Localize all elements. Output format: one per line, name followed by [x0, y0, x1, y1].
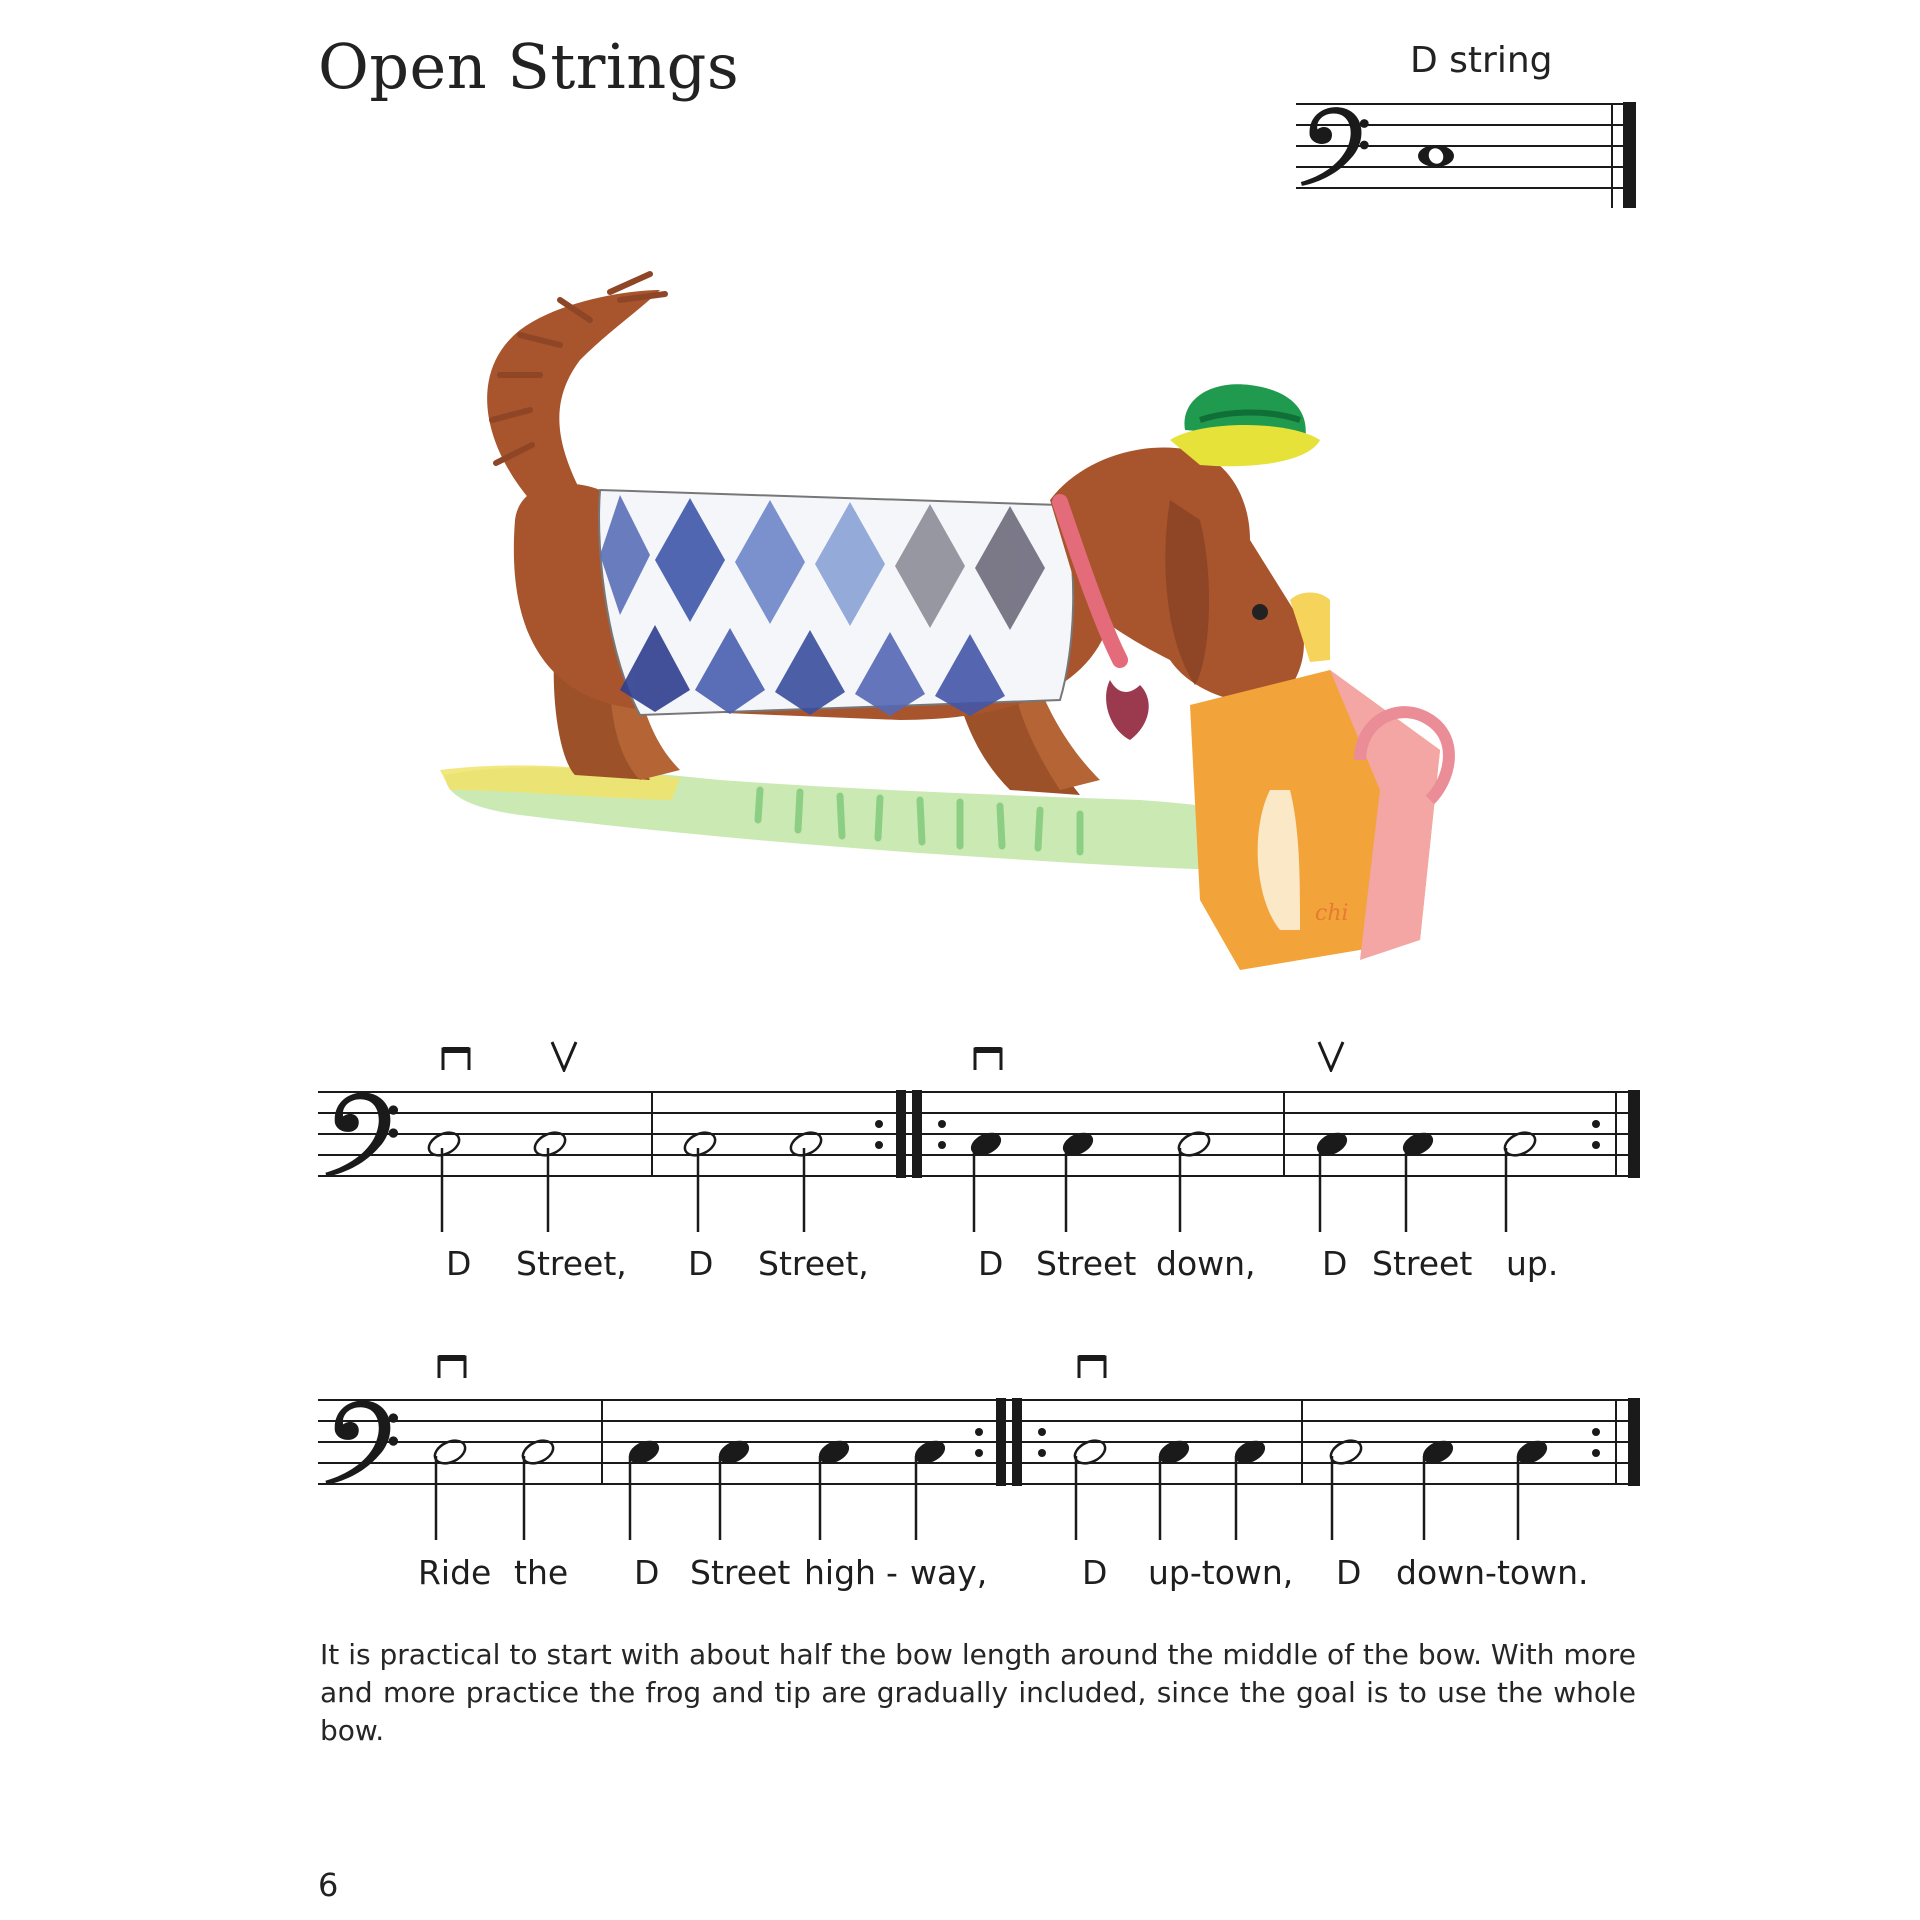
- page-number: 6: [318, 1866, 339, 1904]
- lyric-syllable: Street,: [758, 1244, 869, 1283]
- instruction-paragraph: It is practical to start with about half the bow length around the middle of the bow. With more and more practice the frog and tip are gradually included, since the goal is to use the whole bow.: [320, 1638, 1636, 1747]
- lyric-syllable: Street,: [516, 1244, 627, 1283]
- lyric-syllable: D: [1336, 1553, 1362, 1592]
- lyric-syllable: high: [804, 1553, 876, 1592]
- d-whole-note: [1418, 145, 1454, 167]
- notes: [425, 1128, 1538, 1232]
- lyric-syllable: down-town.: [1396, 1553, 1589, 1592]
- down-bow-icon: [443, 1047, 469, 1070]
- notes: [431, 1436, 1550, 1540]
- lyric-syllable: up.: [1506, 1244, 1559, 1283]
- lyric-syllable: Street: [1372, 1244, 1473, 1283]
- music-line-1: [318, 1042, 1640, 1232]
- lyric-syllable: D: [1082, 1553, 1108, 1592]
- lyric-syllable: Street: [1036, 1244, 1137, 1283]
- d-string-label: D string: [1410, 40, 1553, 81]
- dachshund-illustration: [440, 274, 1449, 970]
- up-bow-icon: [552, 1042, 576, 1070]
- d-string-staff: [1296, 102, 1636, 208]
- down-bow-icon: [975, 1047, 1001, 1070]
- lyric-syllable: D: [688, 1244, 714, 1283]
- lyric-syllable: Ride: [418, 1553, 492, 1592]
- lyric-syllable: way,: [910, 1553, 988, 1592]
- down-bow-icon: [439, 1355, 465, 1378]
- music-line-2: [318, 1355, 1640, 1540]
- page-title: Open Strings: [318, 30, 740, 103]
- down-bow-icon: [1079, 1355, 1105, 1378]
- up-bow-icon: [1319, 1042, 1343, 1070]
- lyric-syllable: Street: [690, 1553, 791, 1592]
- lyric-syllable: -: [886, 1553, 898, 1592]
- lyric-syllable: D: [1322, 1244, 1348, 1283]
- lyric-syllable: up-town,: [1148, 1553, 1294, 1592]
- artist-signature: chi: [1315, 901, 1349, 926]
- lyric-syllable: down,: [1156, 1244, 1256, 1283]
- lyric-syllable: D: [978, 1244, 1004, 1283]
- lyric-syllable: D: [446, 1244, 472, 1283]
- lyric-syllable: D: [634, 1553, 660, 1592]
- lyric-syllable: the: [514, 1553, 569, 1592]
